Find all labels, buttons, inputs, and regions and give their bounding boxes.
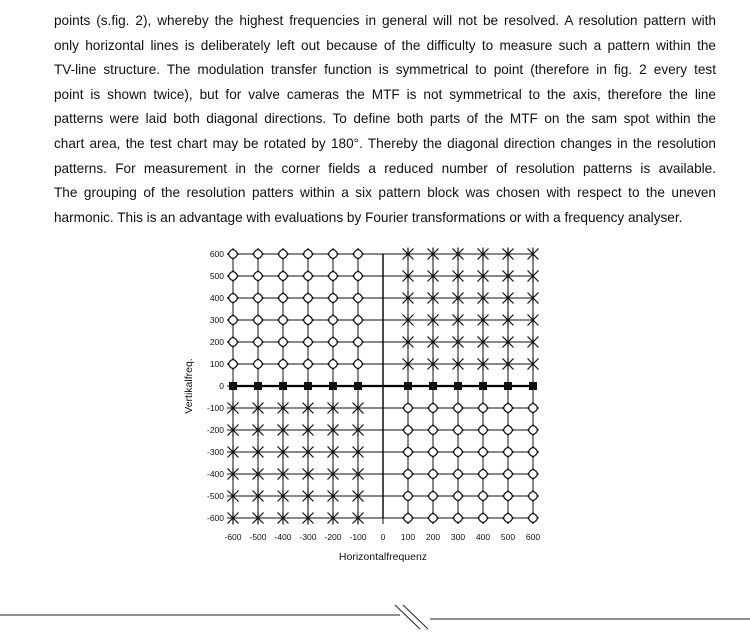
marker-circle-diamond [228, 293, 239, 304]
marker-circle-diamond [503, 513, 514, 524]
marker-circle-diamond [353, 249, 364, 260]
figure-2-resolution-chart [170, 238, 570, 578]
marker-circle-diamond [278, 271, 289, 282]
marker-circle-diamond [278, 293, 289, 304]
marker-circle-diamond [503, 491, 514, 502]
marker-circle-diamond [253, 271, 264, 282]
marker-circle-diamond [303, 293, 314, 304]
x-tick-label: -200 [324, 532, 342, 542]
body-line: harmonic. This is an advantage with evaluations by Fourier transformations or with a frequency analyser. [54, 209, 683, 225]
marker-circle-diamond [453, 425, 464, 436]
marker-circle-diamond [328, 315, 339, 326]
marker-circle-diamond [278, 359, 289, 370]
x-tick-label: -500 [249, 532, 267, 542]
x-axis-label: Horizontalfrequenz [338, 551, 428, 563]
marker-circle-diamond [403, 447, 414, 458]
marker-circle-diamond [278, 315, 289, 326]
x-tick-label: 200 [425, 532, 441, 542]
footer-break-mark-2 [403, 605, 428, 629]
marker-filled-square [329, 382, 337, 390]
marker-circle-diamond [428, 469, 439, 480]
marker-circle-diamond [303, 337, 314, 348]
marker-circle-diamond [503, 469, 514, 480]
marker-circle-diamond [478, 447, 489, 458]
marker-circle-diamond [253, 337, 264, 348]
y-tick-label: 300 [209, 315, 224, 325]
y-tick-label: -100 [206, 403, 224, 413]
chart-svg [170, 238, 570, 578]
marker-circle-diamond [453, 447, 464, 458]
marker-circle-diamond [303, 359, 314, 370]
marker-circle-diamond [403, 403, 414, 414]
marker-filled-square [304, 382, 312, 390]
marker-circle-diamond [528, 513, 539, 524]
marker-circle-diamond [528, 491, 539, 502]
footer-break-mark-1 [395, 605, 420, 629]
marker-circle-diamond [403, 469, 414, 480]
marker-filled-square [229, 382, 237, 390]
marker-circle-diamond [503, 425, 514, 436]
marker-circle-diamond [303, 315, 314, 326]
y-tick-label: 600 [209, 249, 224, 259]
body-line: patterns. For measurement in the corner fields a reduced number of resolution patterns is available. [54, 160, 716, 176]
marker-circle-diamond [403, 491, 414, 502]
marker-filled-square [454, 382, 462, 390]
body-line: point is shown twice), but for valve cameras the MTF is not symmetrical to the axis, therefore the line [54, 86, 716, 102]
footer-rule [0, 598, 750, 638]
marker-circle-diamond [503, 447, 514, 458]
x-tick-label: -600 [224, 532, 242, 542]
marker-circle-diamond [228, 359, 239, 370]
marker-circle-diamond [278, 249, 289, 260]
marker-circle-diamond [253, 359, 264, 370]
marker-filled-square [254, 382, 262, 390]
y-tick-label: -200 [206, 425, 224, 435]
marker-filled-square [479, 382, 487, 390]
marker-circle-diamond [353, 293, 364, 304]
x-tick-label: 300 [450, 532, 466, 542]
marker-circle-diamond [453, 403, 464, 414]
body-line: The grouping of the resolution patters within a six pattern block was chosen with respect to the uneven [54, 185, 716, 201]
marker-circle-diamond [228, 337, 239, 348]
y-tick-label: -500 [206, 491, 224, 501]
marker-circle-diamond [528, 469, 539, 480]
y-tick-label: -400 [206, 469, 224, 479]
marker-circle-diamond [453, 491, 464, 502]
marker-circle-diamond [403, 425, 414, 436]
marker-circle-diamond [428, 513, 439, 524]
marker-circle-diamond [328, 249, 339, 260]
marker-circle-diamond [328, 293, 339, 304]
marker-circle-diamond [353, 359, 364, 370]
marker-circle-diamond [453, 513, 464, 524]
body-line: only horizontal lines is deliberately left out because of the difficulty to measure such a pattern within the [54, 37, 716, 53]
marker-circle-diamond [228, 249, 239, 260]
marker-circle-diamond [453, 469, 464, 480]
y-axis-label: Vertikalfreq. [183, 358, 195, 414]
marker-circle-diamond [228, 271, 239, 282]
marker-filled-square [354, 382, 362, 390]
marker-circle-diamond [478, 425, 489, 436]
marker-circle-diamond [353, 271, 364, 282]
marker-circle-diamond [528, 425, 539, 436]
x-tick-label: 0 [380, 532, 386, 542]
marker-circle-diamond [253, 315, 264, 326]
x-tick-label: -400 [274, 532, 292, 542]
body-line: points (s.fig. 2), whereby the highest frequencies in general will not be resolved. A resolution pattern with [54, 13, 716, 28]
marker-filled-square [504, 382, 512, 390]
marker-circle-diamond [478, 403, 489, 414]
marker-circle-diamond [253, 249, 264, 260]
marker-filled-square [529, 382, 537, 390]
marker-circle-diamond [353, 337, 364, 348]
marker-circle-diamond [278, 337, 289, 348]
marker-circle-diamond [328, 337, 339, 348]
body-line: patterns were laid both diagonal directions. To define both parts of the MTF on the sam spot within the [54, 111, 716, 127]
x-tick-label: -300 [299, 532, 317, 542]
marker-circle-diamond [228, 315, 239, 326]
body-paragraph [54, 9, 716, 230]
marker-circle-diamond [528, 447, 539, 458]
body-line: chart area, the test chart may be rotated by 180°. Thereby the diagonal direction changes in the resolution [54, 135, 716, 151]
marker-filled-square [429, 382, 437, 390]
x-tick-label: -100 [349, 532, 367, 542]
x-tick-label: 600 [525, 532, 541, 542]
marker-circle-diamond [428, 491, 439, 502]
y-tick-label: 0 [219, 381, 224, 391]
x-tick-label: 100 [400, 532, 416, 542]
marker-circle-diamond [478, 469, 489, 480]
y-tick-label: 400 [209, 293, 224, 303]
y-tick-label: -600 [206, 513, 224, 523]
y-tick-label: 100 [209, 359, 224, 369]
x-tick-label: 400 [475, 532, 491, 542]
marker-circle-diamond [403, 513, 414, 524]
marker-circle-diamond [328, 359, 339, 370]
marker-filled-square [279, 382, 287, 390]
marker-circle-diamond [478, 491, 489, 502]
y-tick-label: -300 [206, 447, 224, 457]
marker-circle-diamond [503, 403, 514, 414]
marker-circle-diamond [328, 271, 339, 282]
y-tick-label: 200 [209, 337, 224, 347]
body-line: TV-line structure. The modulation transfer function is symmetrical to point (therefore in fig. 2 every test [54, 62, 716, 78]
marker-filled-square [404, 382, 412, 390]
x-tick-label: 500 [500, 532, 516, 542]
marker-circle-diamond [253, 293, 264, 304]
marker-circle-diamond [428, 403, 439, 414]
y-tick-label: 500 [209, 271, 224, 281]
marker-circle-diamond [303, 249, 314, 260]
marker-circle-diamond [353, 315, 364, 326]
marker-circle-diamond [478, 513, 489, 524]
marker-circle-diamond [428, 447, 439, 458]
marker-circle-diamond [528, 403, 539, 414]
marker-circle-diamond [303, 271, 314, 282]
marker-circle-diamond [428, 425, 439, 436]
